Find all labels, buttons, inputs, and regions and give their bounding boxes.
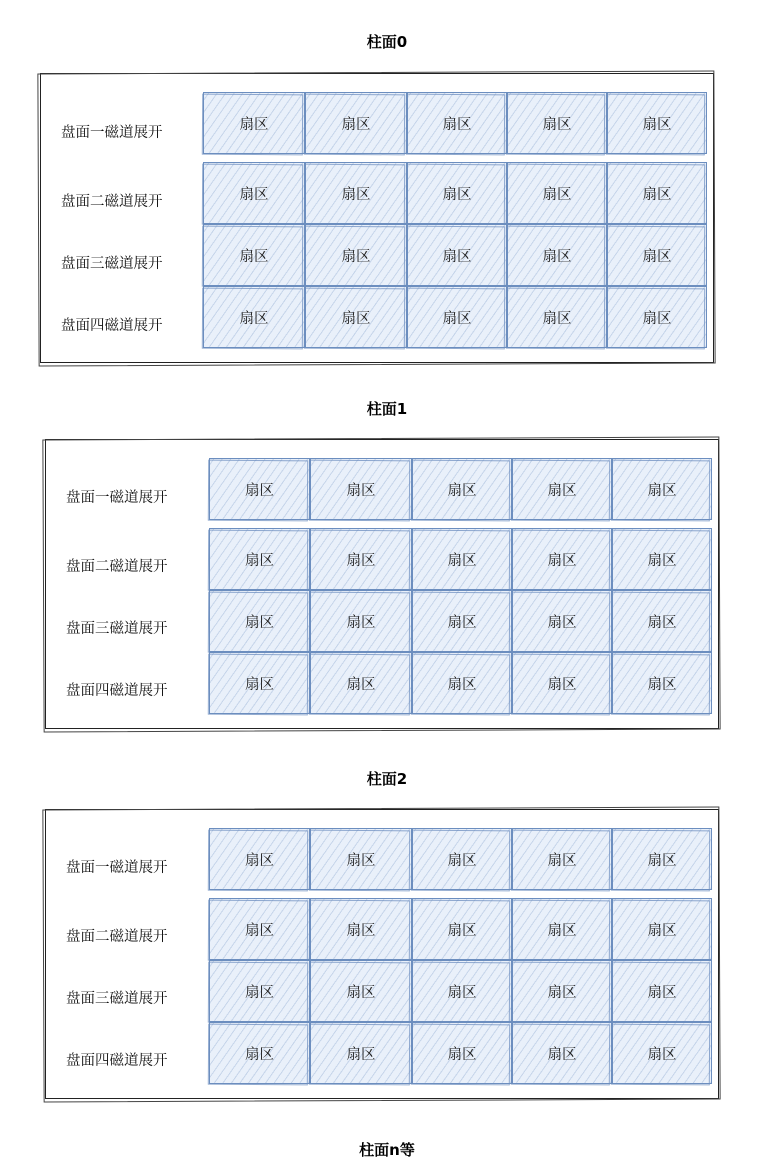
sector-cell: [310, 1022, 412, 1084]
sector-label: 扇区: [346, 676, 376, 693]
sector-label: 扇区: [647, 852, 677, 869]
sector-label: 扇区: [346, 1046, 376, 1063]
sector-label: 扇区: [442, 186, 472, 203]
sector-cell: [612, 528, 712, 590]
track-row-label: 盘面二磁道展开: [61, 194, 163, 210]
track-row-label: 盘面二磁道展开: [66, 559, 168, 575]
sector-label: 扇区: [239, 116, 269, 133]
sector-label: 扇区: [239, 248, 269, 265]
sector-label: 扇区: [647, 552, 677, 569]
sector-label: 扇区: [542, 116, 572, 133]
sector-label: 扇区: [447, 984, 477, 1001]
sector-cell: [507, 162, 607, 224]
cylinder-1-title: 柱面1: [366, 400, 408, 418]
sector-label: 扇区: [542, 248, 572, 265]
sector-cell: [412, 828, 512, 890]
sector-label: 扇区: [642, 186, 672, 203]
sector-cell: [412, 898, 512, 960]
sector-cell: [310, 960, 412, 1022]
sector-cell: [407, 286, 507, 348]
sector-label: 扇区: [346, 482, 376, 499]
sector-cell: [209, 458, 310, 520]
sector-label: 扇区: [239, 186, 269, 203]
sector-cell: [507, 286, 607, 348]
sector-label: 扇区: [447, 552, 477, 569]
sector-cell: [507, 224, 607, 286]
sector-label: 扇区: [245, 614, 274, 631]
track-row-label: 盘面一磁道展开: [61, 125, 163, 141]
sector-cell: [512, 960, 612, 1022]
cylinder-n-title: 柱面n等: [359, 1141, 415, 1159]
sector-label: 扇区: [447, 676, 477, 693]
sector-cell: [412, 458, 512, 520]
sector-cell: [203, 92, 305, 154]
sector-cell: [612, 828, 712, 890]
sector-label: 扇区: [547, 852, 577, 869]
sector-label: 扇区: [447, 614, 477, 631]
sector-cell: [310, 652, 412, 714]
sector-cell: [305, 224, 407, 286]
sector-label: 扇区: [447, 1046, 477, 1063]
sector-cell: [203, 162, 305, 224]
track-row-label: 盘面三磁道展开: [61, 256, 163, 272]
sector-label: 扇区: [647, 676, 677, 693]
sector-label: 扇区: [346, 552, 376, 569]
sector-label: 扇区: [647, 922, 677, 939]
track-row-label: 盘面三磁道展开: [66, 621, 168, 637]
sector-cell: [305, 92, 407, 154]
sector-label: 扇区: [442, 116, 472, 133]
sector-label: 扇区: [341, 186, 371, 203]
sector-label: 扇区: [245, 676, 274, 693]
sector-label: 扇区: [547, 676, 577, 693]
track-row-label: 盘面一磁道展开: [66, 860, 168, 876]
sector-cell: [512, 828, 612, 890]
sector-label: 扇区: [547, 984, 577, 1001]
sector-label: 扇区: [442, 310, 472, 327]
sector-label: 扇区: [447, 922, 477, 939]
sector-cell: [607, 162, 707, 224]
sector-label: 扇区: [442, 248, 472, 265]
sector-label: 扇区: [447, 852, 477, 869]
sector-cell: [407, 92, 507, 154]
sector-cell: [607, 92, 707, 154]
sector-label: 扇区: [245, 922, 274, 939]
sector-label: 扇区: [346, 852, 376, 869]
sector-label: 扇区: [245, 984, 274, 1001]
sector-label: 扇区: [447, 482, 477, 499]
sector-label: 扇区: [346, 984, 376, 1001]
sector-cell: [209, 590, 310, 652]
sector-label: 扇区: [341, 116, 371, 133]
sector-cell: [412, 590, 512, 652]
sector-label: 扇区: [245, 552, 274, 569]
sector-label: 扇区: [547, 482, 577, 499]
sector-label: 扇区: [547, 552, 577, 569]
sector-cell: [512, 528, 612, 590]
sector-label: 扇区: [647, 984, 677, 1001]
sector-cell: [310, 828, 412, 890]
sector-cell: [209, 828, 310, 890]
track-row-label: 盘面四磁道展开: [66, 683, 168, 699]
track-row-label: 盘面四磁道展开: [61, 318, 163, 334]
sector-cell: [203, 286, 305, 348]
sector-cell: [612, 458, 712, 520]
sector-label: 扇区: [547, 614, 577, 631]
sector-cell: [209, 528, 310, 590]
sector-cell: [209, 960, 310, 1022]
sector-cell: [305, 286, 407, 348]
sector-cell: [310, 458, 412, 520]
sector-label: 扇区: [341, 248, 371, 265]
track-row-label: 盘面二磁道展开: [66, 929, 168, 945]
sector-cell: [412, 652, 512, 714]
sector-cell: [607, 224, 707, 286]
sector-cell: [612, 1022, 712, 1084]
sector-label: 扇区: [547, 922, 577, 939]
sector-cell: [512, 458, 612, 520]
sector-cell: [607, 286, 707, 348]
sector-label: 扇区: [346, 922, 376, 939]
sector-cell: [203, 224, 305, 286]
track-row-label: 盘面四磁道展开: [66, 1053, 168, 1069]
sector-cell: [310, 528, 412, 590]
sector-label: 扇区: [245, 482, 274, 499]
sector-label: 扇区: [642, 310, 672, 327]
sector-cell: [412, 1022, 512, 1084]
sector-label: 扇区: [642, 116, 672, 133]
sector-cell: [407, 162, 507, 224]
sector-cell: [407, 224, 507, 286]
sector-label: 扇区: [642, 248, 672, 265]
sector-label: 扇区: [647, 614, 677, 631]
sector-label: 扇区: [542, 186, 572, 203]
sector-cell: [209, 898, 310, 960]
sector-cell: [310, 590, 412, 652]
sector-label: 扇区: [239, 310, 269, 327]
sector-cell: [310, 898, 412, 960]
sector-cell: [612, 898, 712, 960]
sector-cell: [305, 162, 407, 224]
sector-cell: [209, 1022, 310, 1084]
cylinder-0-title: 柱面0: [366, 33, 408, 51]
sector-cell: [612, 960, 712, 1022]
sector-label: 扇区: [542, 310, 572, 327]
sector-cell: [512, 590, 612, 652]
sector-cell: [412, 528, 512, 590]
sector-label: 扇区: [341, 310, 371, 327]
cylinder-2-title: 柱面2: [366, 770, 408, 788]
sector-label: 扇区: [647, 482, 677, 499]
sector-cell: [612, 590, 712, 652]
sector-cell: [412, 960, 512, 1022]
sector-label: 扇区: [245, 852, 274, 869]
track-row-label: 盘面三磁道展开: [66, 991, 168, 1007]
sector-cell: [512, 898, 612, 960]
track-row-label: 盘面一磁道展开: [66, 490, 168, 506]
sector-cell: [507, 92, 607, 154]
sector-label: 扇区: [245, 1046, 274, 1063]
sector-label: 扇区: [647, 1046, 677, 1063]
sector-cell: [209, 652, 310, 714]
sector-label: 扇区: [547, 1046, 577, 1063]
sector-cell: [612, 652, 712, 714]
sector-cell: [512, 1022, 612, 1084]
sector-cell: [512, 652, 612, 714]
sector-label: 扇区: [346, 614, 376, 631]
